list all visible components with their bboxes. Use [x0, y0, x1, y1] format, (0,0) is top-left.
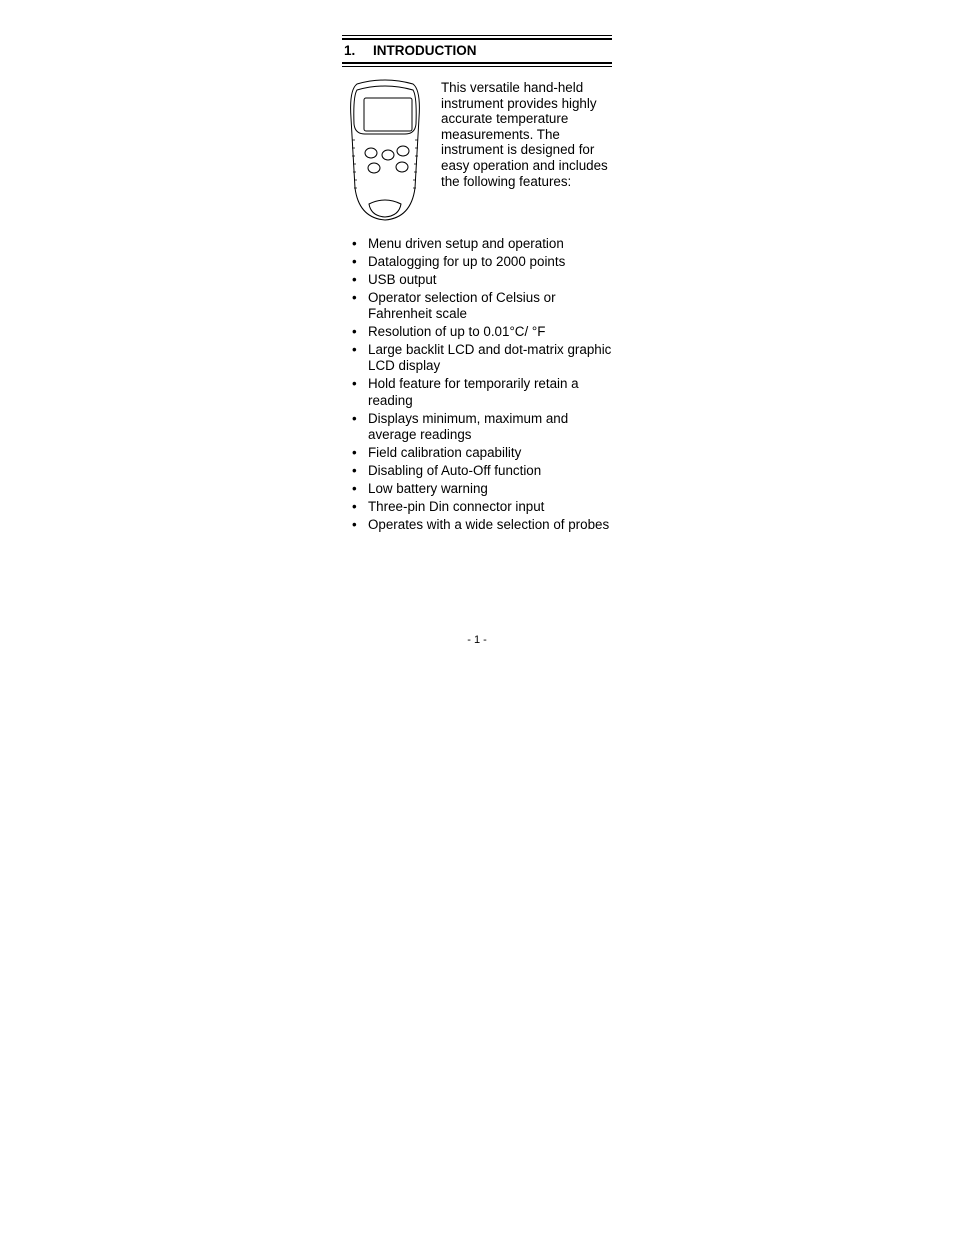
- feature-text: Large backlit LCD and dot-matrix graphic LCD display: [368, 341, 612, 374]
- intro-paragraph: [441, 80, 616, 189]
- feature-item: [352, 290, 614, 323]
- heading-rule: [342, 62, 612, 64]
- page-number: - 1 -: [467, 634, 487, 646]
- section-title: INTRODUCTION: [373, 43, 477, 58]
- feature-text: Operator selection of Celsius or Fahrenheit scale: [368, 289, 556, 322]
- bullet: •: [352, 324, 357, 340]
- heading-rule: [342, 66, 612, 67]
- bullet: •: [352, 253, 357, 269]
- bullet: •: [352, 341, 357, 357]
- feature-item: [352, 376, 614, 409]
- feature-text: Disabling of Auto-Off function: [368, 462, 542, 478]
- feature-item: [352, 517, 614, 533]
- bullet: •: [352, 480, 357, 496]
- section-number: 1.: [344, 43, 356, 58]
- feature-item: [352, 254, 614, 270]
- bullet: •: [352, 444, 357, 460]
- heading-rule: [342, 35, 612, 36]
- feature-item: [352, 481, 614, 497]
- feature-text: Low battery warning: [368, 480, 488, 496]
- bullet: •: [352, 271, 357, 287]
- feature-item: [352, 342, 614, 375]
- feature-text: Field calibration capability: [368, 444, 522, 460]
- feature-item: [352, 236, 614, 252]
- bullet: •: [352, 236, 357, 251]
- features-list: [352, 236, 614, 534]
- bullet: •: [352, 376, 357, 392]
- feature-text: Menu driven setup and operation: [368, 236, 564, 251]
- feature-text: Resolution of up to 0.01°C/ °F: [368, 324, 546, 340]
- feature-text: Hold feature for temporarily retain a reading: [368, 376, 579, 408]
- feature-text: Three-pin Din connector input: [368, 498, 545, 514]
- feature-item: [352, 324, 614, 340]
- section-header: [342, 35, 612, 67]
- bullet: •: [352, 498, 357, 514]
- feature-text: Datalogging for up to 2000 points: [368, 253, 566, 269]
- feature-text: Displays minimum, maximum and average readings: [368, 410, 569, 442]
- feature-text: USB output: [368, 271, 437, 287]
- feature-item: [352, 463, 614, 479]
- bullet: •: [352, 410, 357, 426]
- bullet: •: [352, 289, 357, 305]
- section-heading: [342, 40, 612, 62]
- feature-text: Operates with a wide selection of probes: [368, 516, 610, 532]
- bullet: •: [352, 462, 357, 478]
- feature-item: [352, 411, 614, 444]
- intro-text: This versatile hand-held instrument provides highly accurate temperature measurements. The instrument is designed for easy operation and includes the following features:: [441, 80, 608, 189]
- handheld-thermometer-icon: [349, 78, 421, 222]
- feature-item: [352, 499, 614, 515]
- feature-item: [352, 445, 614, 461]
- bullet: •: [352, 516, 357, 532]
- feature-item: [352, 272, 614, 288]
